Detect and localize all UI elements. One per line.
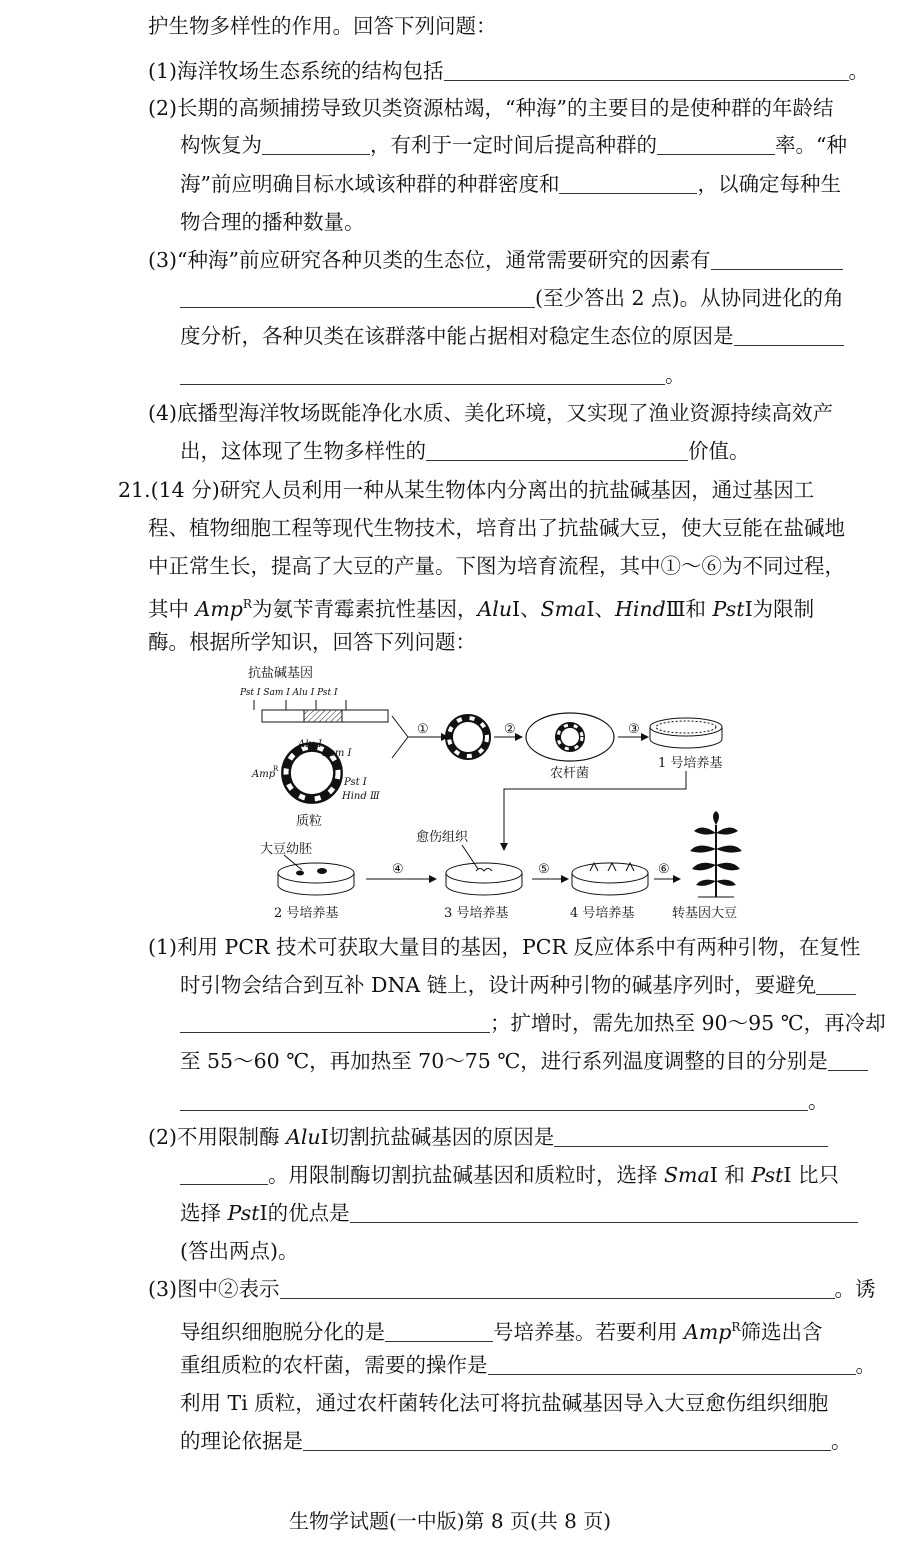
p2-line4: (答出两点)。 — [180, 1239, 299, 1263]
step-4: ④ — [392, 862, 404, 877]
step-1: ① — [417, 722, 429, 737]
p2-line1: (2)不用限制酶 AluⅠ切割抗盐碱基因的原因是 — [148, 1124, 828, 1150]
p2-line2: 。用限制酶切割抗盐碱基因和质粒时，选择 SmaⅠ 和 PstⅠ 比只 — [180, 1162, 839, 1188]
medium-2-label: 2 号培养基 — [274, 906, 339, 921]
p3-blank-b[interactable] — [385, 1321, 493, 1342]
q2-line1: (2)长期的高频捕捞导致贝类资源枯竭，“种海”的主要目的是使种群的年龄结 — [148, 96, 834, 120]
q21-line3: 中正常生长，提高了大豆的产量。下图为培育流程，其中①～⑥为不同过程， — [148, 554, 845, 578]
step-3: ③ — [628, 722, 640, 737]
medium-4-dish — [572, 863, 648, 895]
intro-line: 护生物多样性的作用。回答下列问题： — [148, 14, 497, 38]
soybean-plant — [690, 811, 742, 897]
embryo-pointer — [284, 855, 302, 870]
q2-line4: 物合理的播种数量。 — [180, 210, 365, 234]
q3-blank-b[interactable] — [180, 287, 535, 308]
plasmid-caption: 质粒 — [296, 814, 323, 829]
p3-line3: 重组质粒的农杆菌，需要的操作是 。 — [180, 1353, 876, 1377]
p1-line3: ；扩增时，需先加热至 90～95 ℃，再冷却 — [180, 1010, 886, 1036]
q3-blank-d[interactable] — [180, 364, 665, 385]
connector-1-to-3 — [504, 771, 686, 850]
breeding-flow-diagram — [240, 665, 800, 927]
site-labels: Pst Ⅰ Sam Ⅰ Alu Ⅰ Pst Ⅰ — [240, 688, 338, 698]
medium-1-label: 1 号培养基 — [658, 756, 723, 771]
gene-label: 抗盐碱基因 — [248, 666, 314, 681]
p3-blank-a[interactable] — [280, 1278, 835, 1299]
medium-2-dish — [278, 863, 354, 895]
p1-blank-b[interactable] — [180, 1012, 490, 1033]
plasmid-pst-label: Pst Ⅰ — [344, 777, 367, 788]
medium-1-dish — [650, 718, 722, 748]
p1-line4: 至 55～60 ℃，再加热至 70～75 ℃，进行系列温度调整的目的分别是 — [180, 1048, 868, 1074]
q3-blank-a[interactable] — [711, 249, 843, 270]
q3-line1: (3)“种海”前应研究各种贝类的生态位，通常需要研究的因素有 — [148, 247, 843, 273]
plasmid-hind-label: Hind Ⅲ — [342, 791, 380, 802]
amp-label: Amp — [252, 769, 276, 780]
q2-blank-rate[interactable] — [657, 134, 775, 155]
p3-blank-d[interactable] — [303, 1430, 831, 1451]
q2-blank-age[interactable] — [262, 134, 370, 155]
q3-line3: 度分析，各种贝类在该群落中能占据相对稳定生态位的原因是 — [180, 323, 844, 349]
p3-blank-c[interactable] — [488, 1354, 856, 1375]
p3-line2: 导组织细胞脱分化的是 号培养基。若要利用 Amp$^R$筛选出含 — [180, 1319, 823, 1344]
q2-line2: 构恢复为 ，有利于一定时间后提高种群的 率。“种 — [180, 133, 847, 157]
amp-sup: R — [273, 765, 279, 773]
plasmid-alu-label: Alu Ⅰ — [298, 739, 322, 750]
q1-text: (1)海洋牧场生态系统的结构包括 。 — [148, 59, 870, 83]
q2-blank-density[interactable] — [559, 173, 697, 194]
p2-blank-c[interactable] — [350, 1202, 858, 1223]
q4-line1: (4)底播型海洋牧场既能净化水质、美化环境，又实现了渔业资源持续高效产 — [148, 401, 834, 425]
p2-blank-a[interactable] — [554, 1126, 828, 1147]
q21-line5: 酶。根据所学知识，回答下列问题： — [148, 630, 476, 654]
page-footer: 生物学试题(一中版)第 8 页(共 8 页) — [288, 1509, 612, 1533]
p3-line1: (3)图中②表示 。诱 — [148, 1277, 876, 1301]
q4-line2: 出，这体现了生物多样性的 价值。 — [180, 439, 750, 463]
p2-blank-b[interactable] — [180, 1164, 268, 1185]
p3-line5: 的理论依据是 。 — [180, 1429, 852, 1453]
q3-blank-c[interactable] — [734, 325, 844, 346]
medium-3-dish — [446, 863, 522, 895]
p1-line1: (1)利用 PCR 技术可获取大量目的基因，PCR 反应体系中有两种引物，在复性 — [148, 935, 861, 959]
p1-blank-a[interactable] — [816, 974, 856, 995]
q21-line1: 21.(14 分)研究人员利用一种从某生物体内分离出的抗盐碱基因，通过基因工 — [118, 478, 815, 502]
step-6: ⑥ — [658, 862, 670, 877]
soybean-label: 转基因大豆 — [672, 906, 738, 921]
recombinant-plasmid — [449, 718, 487, 756]
agrobacterium — [526, 713, 614, 761]
p1-blank-d[interactable] — [180, 1090, 808, 1111]
p2-line3: 选择 PstⅠ的优点是 — [180, 1200, 858, 1226]
p1-line2: 时引物会结合到互补 DNA 链上，设计两种引物的碱基序列时，要避免 — [180, 972, 856, 998]
q3-line2: (至少答出 2 点)。从协同进化的角 — [180, 285, 844, 311]
agro-label: 农杆菌 — [550, 766, 590, 781]
step-5: ⑤ — [538, 862, 550, 877]
medium-3-label: 3 号培养基 — [444, 906, 509, 921]
callus-pointer — [462, 845, 478, 869]
p1-blank-c[interactable] — [828, 1050, 868, 1071]
q21-line2: 程、植物细胞工程等现代生物技术，培育出了抗盐碱大豆，使大豆能在盐碱地 — [148, 516, 845, 540]
p1-line5: 。 — [180, 1088, 829, 1114]
step-2: ② — [504, 722, 516, 737]
plasmid-sam-label: Sam Ⅰ — [322, 748, 352, 759]
callus-label: 愈伤组织 — [416, 830, 469, 845]
q4-blank-value[interactable] — [426, 440, 688, 461]
q2-line3: 海”前应明确目标水域该种群的种群密度和 ，以确定每种生 — [180, 172, 841, 196]
q3-line4: 。 — [180, 362, 686, 388]
q1-answer-blank[interactable] — [444, 60, 849, 81]
p3-line4: 利用 Ti 质粒，通过农杆菌转化法可将抗盐碱基因导入大豆愈伤组织细胞 — [180, 1391, 829, 1415]
q21-line4: 其中 Amp$^R$为氨苄青霉素抗性基因，AluⅠ、SmaⅠ、HindⅢ和 PstⅠ为限制 — [148, 596, 815, 621]
gene-segment — [254, 700, 388, 722]
embryo-label: 大豆幼胚 — [260, 842, 313, 857]
medium-4-label: 4 号培养基 — [570, 906, 635, 921]
